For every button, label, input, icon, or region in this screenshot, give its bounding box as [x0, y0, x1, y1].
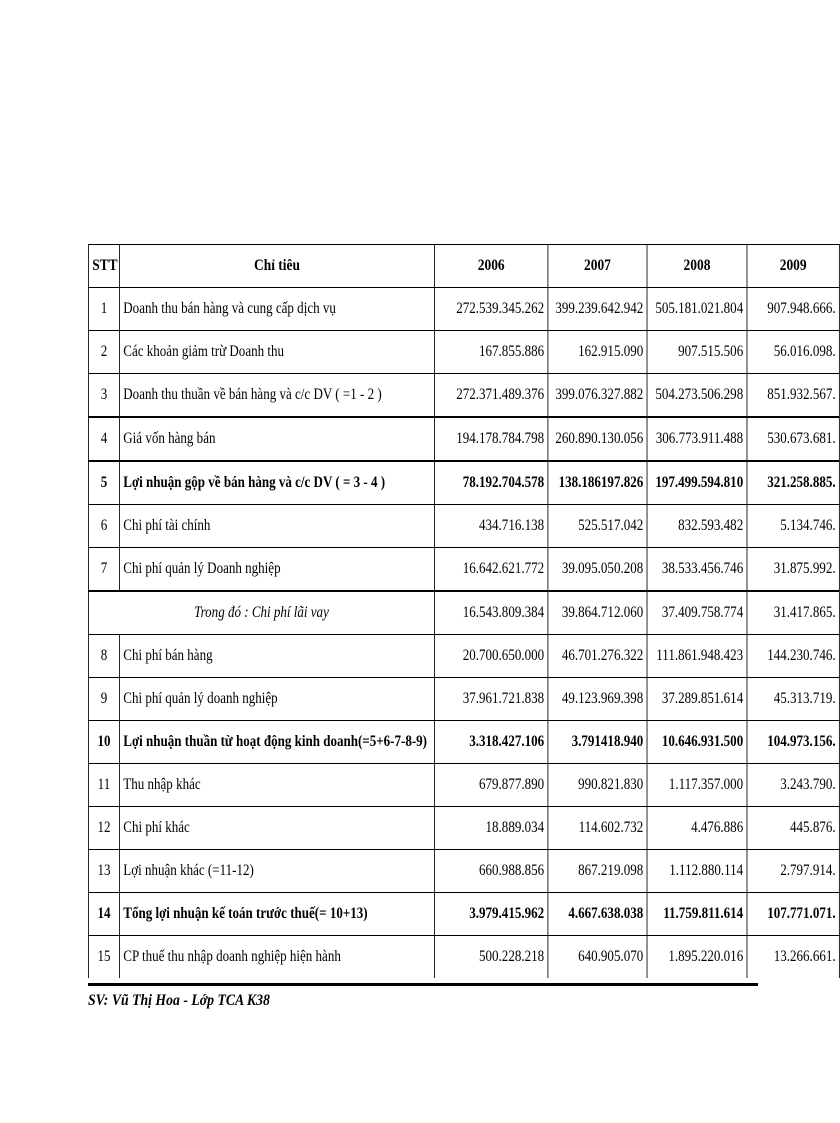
financial-table-container [88, 244, 836, 965]
row-indicator: Lợi nhuận gộp về bán hàng và c/c DV ( = 3 - 4 ) [120, 461, 435, 505]
row-value-2006: 167.855.886 [435, 331, 548, 374]
row-indicator-sub: Trong đó : Chi phí lãi vay [88, 591, 434, 635]
row-indicator: Chi phí khác [120, 807, 435, 850]
table-row [88, 288, 839, 331]
table-row [88, 764, 839, 807]
row-value-2006: 434.716.138 [435, 505, 548, 548]
row-indicator: Thu nhập khác [120, 764, 435, 807]
header-year-2008: 2008 [647, 245, 747, 288]
row-value-2008: 37.289.851.614 [647, 678, 747, 721]
row-value-2007: 4.667.638.038 [548, 893, 647, 936]
row-value-2009: 31.875.992. [747, 548, 839, 592]
row-stt: 15 [88, 936, 119, 979]
row-value-2009: 907.948.666. [747, 288, 839, 331]
row-value-2007: 49.123.969.398 [548, 678, 647, 721]
row-stt: 1 [88, 288, 119, 331]
table-row [88, 591, 839, 635]
row-indicator: Lợi nhuận khác (=11-12) [120, 850, 435, 893]
row-value-2006: 3.318.427.106 [435, 721, 548, 764]
table-row [88, 461, 839, 505]
row-indicator: Tổng lợi nhuận kế toán trước thuế(= 10+13) [120, 893, 435, 936]
row-value-2008: 111.861.948.423 [647, 635, 747, 678]
row-value-2006: 16.642.621.772 [435, 548, 548, 592]
row-value-2007: 990.821.830 [548, 764, 647, 807]
row-value-2009: 3.243.790. [747, 764, 839, 807]
table-row [88, 635, 839, 678]
row-stt: 5 [88, 461, 119, 505]
row-value-2006: 18.889.034 [435, 807, 548, 850]
table-row [88, 936, 839, 979]
income-statement-table [88, 244, 840, 978]
row-value-2007: 46.701.276.322 [548, 635, 647, 678]
header-indicator: Chỉ tiêu [120, 245, 435, 288]
table-row [88, 548, 839, 592]
row-value-2009: 445.876. [747, 807, 839, 850]
row-value-2007: 640.905.070 [548, 936, 647, 979]
row-value-2006: 500.228.218 [435, 936, 548, 979]
row-value-2008: 306.773.911.488 [647, 417, 747, 461]
row-value-2009: 5.134.746. [747, 505, 839, 548]
row-value-2006: 660.988.856 [435, 850, 548, 893]
row-value-2008: 832.593.482 [647, 505, 747, 548]
row-indicator: Lợi nhuận thuần từ hoạt động kinh doanh(=5+6-7-8-9) [120, 721, 435, 764]
row-stt: 3 [88, 374, 119, 418]
footer-divider [88, 983, 758, 986]
row-value-2009: 321.258.885. [747, 461, 839, 505]
row-value-2008: 1.895.220.016 [647, 936, 747, 979]
row-value-2007: 39.864.712.060 [548, 591, 647, 635]
row-value-2008: 197.499.594.810 [647, 461, 747, 505]
row-value-2008: 907.515.506 [647, 331, 747, 374]
table-row [88, 417, 839, 461]
row-value-2009: 45.313.719. [747, 678, 839, 721]
table-row [88, 721, 839, 764]
row-value-2006: 194.178.784.798 [435, 417, 548, 461]
row-value-2008: 1.112.880.114 [647, 850, 747, 893]
footer-student-info: SV: Vũ Thị Hoa - Lớp TCA K38 [88, 992, 270, 1009]
row-value-2007: 162.915.090 [548, 331, 647, 374]
header-year-2006: 2006 [435, 245, 548, 288]
table-row [88, 331, 839, 374]
row-value-2007: 39.095.050.208 [548, 548, 647, 592]
row-value-2009: 530.673.681. [747, 417, 839, 461]
row-value-2008: 37.409.758.774 [647, 591, 747, 635]
header-stt: STT [88, 245, 119, 288]
row-value-2007: 3.791418.940 [548, 721, 647, 764]
table-header-row [88, 245, 839, 288]
row-value-2006: 16.543.809.384 [435, 591, 548, 635]
row-value-2009: 56.016.098. [747, 331, 839, 374]
row-value-2006: 272.371.489.376 [435, 374, 548, 418]
row-indicator: Chi phí tài chính [120, 505, 435, 548]
table-row [88, 678, 839, 721]
header-year-2009: 2009 [747, 245, 839, 288]
row-value-2006: 272.539.345.262 [435, 288, 548, 331]
row-stt: 2 [88, 331, 119, 374]
row-value-2006: 679.877.890 [435, 764, 548, 807]
row-stt: 6 [88, 505, 119, 548]
row-stt: 11 [88, 764, 119, 807]
row-value-2008: 4.476.886 [647, 807, 747, 850]
row-value-2009: 851.932.567. [747, 374, 839, 418]
row-value-2006: 20.700.650.000 [435, 635, 548, 678]
row-value-2008: 505.181.021.804 [647, 288, 747, 331]
row-value-2006: 3.979.415.962 [435, 893, 548, 936]
table-row [88, 374, 839, 418]
table-row [88, 807, 839, 850]
row-value-2008: 504.273.506.298 [647, 374, 747, 418]
row-value-2007: 399.076.327.882 [548, 374, 647, 418]
row-stt: 14 [88, 893, 119, 936]
row-stt: 7 [88, 548, 119, 592]
row-value-2007: 138.186197.826 [548, 461, 647, 505]
row-value-2007: 525.517.042 [548, 505, 647, 548]
row-indicator: CP thuế thu nhập doanh nghiệp hiện hành [120, 936, 435, 979]
row-value-2009: 2.797.914. [747, 850, 839, 893]
row-value-2006: 78.192.704.578 [435, 461, 548, 505]
row-value-2007: 114.602.732 [548, 807, 647, 850]
row-indicator: Doanh thu bán hàng và cung cấp dịch vụ [120, 288, 435, 331]
header-year-2007: 2007 [548, 245, 647, 288]
row-stt: 12 [88, 807, 119, 850]
row-value-2009: 31.417.865. [747, 591, 839, 635]
row-value-2007: 867.219.098 [548, 850, 647, 893]
row-stt: 9 [88, 678, 119, 721]
row-indicator: Các khoản giảm trừ Doanh thu [120, 331, 435, 374]
row-value-2006: 37.961.721.838 [435, 678, 548, 721]
row-value-2009: 104.973.156. [747, 721, 839, 764]
row-stt: 10 [88, 721, 119, 764]
table-row [88, 893, 839, 936]
row-stt: 8 [88, 635, 119, 678]
row-value-2009: 144.230.746. [747, 635, 839, 678]
table-row [88, 505, 839, 548]
row-indicator: Doanh thu thuần về bán hàng và c/c DV ( =1 - 2 ) [120, 374, 435, 418]
row-value-2008: 10.646.931.500 [647, 721, 747, 764]
row-value-2009: 107.771.071. [747, 893, 839, 936]
row-stt: 4 [88, 417, 119, 461]
row-value-2007: 260.890.130.056 [548, 417, 647, 461]
row-indicator: Chi phí quản lý doanh nghiệp [120, 678, 435, 721]
row-value-2008: 11.759.811.614 [647, 893, 747, 936]
table-row [88, 850, 839, 893]
row-value-2008: 1.117.357.000 [647, 764, 747, 807]
row-indicator: Chi phí quản lý Doanh nghiệp [120, 548, 435, 592]
row-indicator: Giá vốn hàng bán [120, 417, 435, 461]
row-value-2008: 38.533.456.746 [647, 548, 747, 592]
row-value-2007: 399.239.642.942 [548, 288, 647, 331]
row-value-2009: 13.266.661. [747, 936, 839, 979]
row-stt: 13 [88, 850, 119, 893]
row-indicator: Chi phí bán hàng [120, 635, 435, 678]
